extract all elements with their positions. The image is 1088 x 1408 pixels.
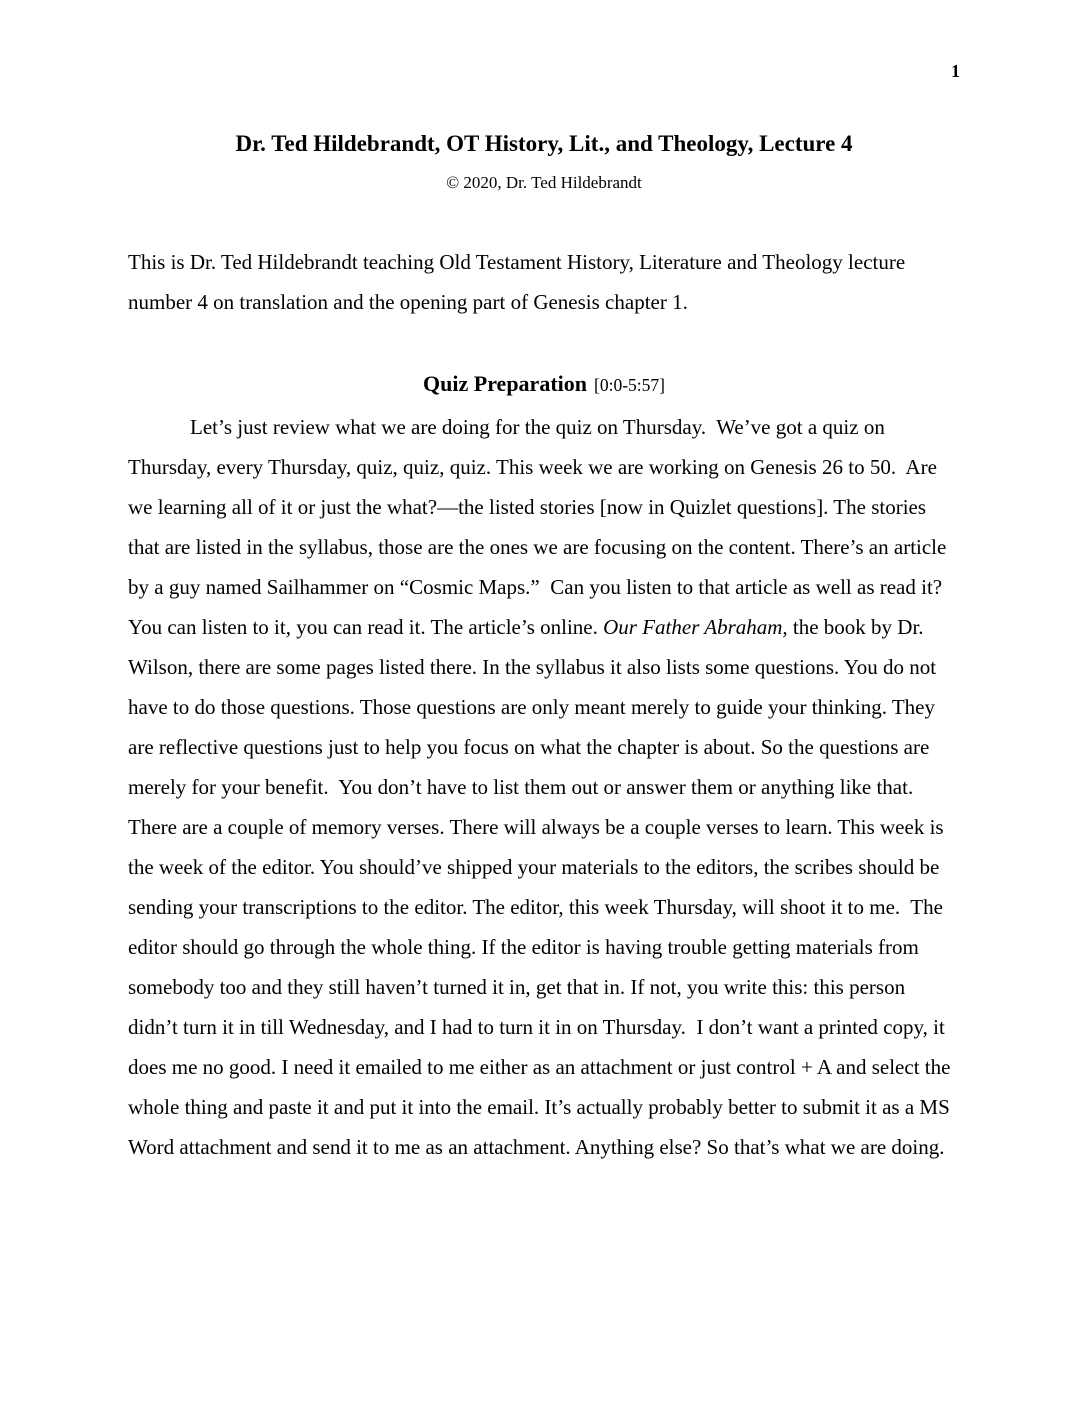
paragraph-text-before-italic: Let’s just review what we are doing for the quiz on Thursday. We’ve got a quiz on Thursday, every Thursday, quiz, quiz, quiz. This week we are working on Genesis 26 to 50. Are we learning all of it or just the what?—the listed stories [now in Quizlet questions]. The stories that are listed in the syllabus, those are the ones we are focusing on the content. There’s an article by a guy named Sailhammer on “Cosmic Maps.” Can you listen to that article as well as read it? You can listen to it, you can read it. The article’s online. [128,415,952,639]
section-title: Quiz Preparation [423,371,587,396]
intro-paragraph: This is Dr. Ted Hildebrandt teaching Old Testament History, Literature and Theology lecture number 4 on translation and the opening part of Genesis chapter 1. [128,250,911,314]
page-content [0,58,1088,1167]
section-heading [128,364,960,407]
copyright-line: © 2020, Dr. Ted Hildebrandt [446,173,642,192]
page-number: 1 [951,61,960,81]
document-title: Dr. Ted Hildebrandt, OT History, Lit., and Theology, Lecture 4 [235,131,853,156]
paragraph-text-after-italic: the book by Dr. Wilson, there are some pages listed there. In the syllabus it also lists some questions. You do not have to do those questions. Those questions are only meant merely to guide your thinking. They are reflective questions just to help you focus on what the chapter is about. So the questions are merely for your benefit. You don’t have to list them out or answer them or anything like that. There are a couple of memory verses. There will always be a couple verses to learn. This week is the week of the editor. You should’ve shipped your materials to the editors, the scribes should be sending your transcriptions to the editor. The editor, this week Thursday, will shoot it to me. The editor should go through the whole thing. If the editor is having trouble getting materials from somebody too and they still haven’t turned it in, get that in. If not, you write this: this person didn’t turn it in till Wednesday, and I had to turn it in on Thursday. I don’t want a printed copy, it does me no good. I need it emailed to me either as an attachment or just control + A and select the whole thing and paste it and put it into the email. It’s actually probably better to submit it as a MS Word attachment and send it to me as an attachment. Anything else? So that’s what we are doing. [128,615,956,1159]
body-paragraph [128,407,960,1167]
section-timecode: [0:0-5:57] [594,375,665,395]
book-title-italic: Our Father Abraham, [603,615,788,639]
